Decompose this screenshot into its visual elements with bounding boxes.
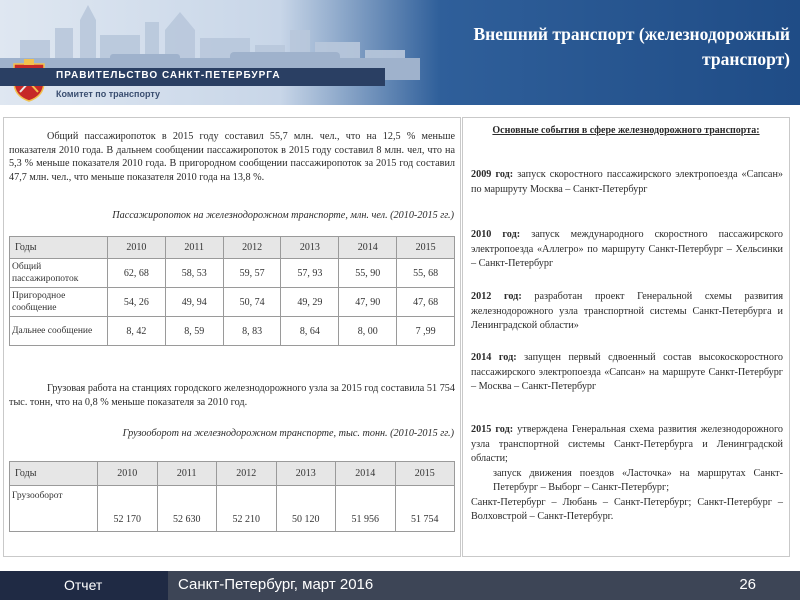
event-year: 2014 год: bbox=[471, 352, 517, 363]
event-year: 2012 год: bbox=[471, 291, 522, 302]
event-text: запущен первый сдвоенный состав высокоскоростного пассажирского электропоезда «Сапсан» на маршруте Санкт-Петербург – Москва – Санкт-Петербург bbox=[471, 352, 783, 392]
table-row bbox=[10, 486, 455, 532]
event-year: 2009 год: bbox=[471, 169, 514, 180]
committee-name: Комитет по транспорту bbox=[56, 89, 161, 99]
column-header: 2013 bbox=[281, 237, 339, 259]
table-cell: 55, 68 bbox=[397, 259, 455, 288]
table-cell: 52 630 bbox=[157, 486, 217, 532]
table-header-row bbox=[10, 237, 455, 259]
event-year: 2010 год: bbox=[471, 229, 521, 240]
table-cell: 62, 68 bbox=[108, 259, 166, 288]
event-item bbox=[471, 351, 783, 395]
column-header: 2012 bbox=[223, 237, 281, 259]
column-header: 2010 bbox=[108, 237, 166, 259]
table-cell: 8, 42 bbox=[108, 317, 166, 346]
government-name: ПРАВИТЕЛЬСТВО САНКТ-ПЕТЕРБУРГА bbox=[56, 70, 281, 81]
table-cell: 8, 00 bbox=[339, 317, 397, 346]
row-label: Дальнее сообщение bbox=[10, 317, 108, 346]
column-header: 2012 bbox=[217, 462, 277, 486]
row-label: Пригородное сообщение bbox=[10, 288, 108, 317]
table-cell: 49, 94 bbox=[165, 288, 223, 317]
table-cell: 54, 26 bbox=[108, 288, 166, 317]
row-label: Грузооборот bbox=[10, 486, 98, 532]
right-panel bbox=[462, 117, 790, 557]
table-cell: 8, 83 bbox=[223, 317, 281, 346]
header-banner bbox=[0, 0, 800, 105]
table-cell: 58, 53 bbox=[165, 259, 223, 288]
table-cell: 47, 68 bbox=[397, 288, 455, 317]
table-cell: 7 ,99 bbox=[397, 317, 455, 346]
footer-bar bbox=[0, 571, 800, 600]
table-cell: 59, 57 bbox=[223, 259, 281, 288]
row-label: Общий пассажиропоток bbox=[10, 259, 108, 288]
table-cell: 52 170 bbox=[98, 486, 158, 532]
table-row bbox=[10, 288, 455, 317]
event-text: разработан проект Генеральной схемы развития железнодорожного узла транспортной системы Санкт-Петербурга и Ленинградской области» bbox=[471, 291, 783, 331]
page-number: 26 bbox=[739, 576, 756, 593]
table-cell: 8, 59 bbox=[165, 317, 223, 346]
event-item bbox=[471, 423, 783, 525]
left-panel bbox=[3, 117, 461, 557]
government-bar bbox=[0, 68, 385, 86]
table-cell: 8, 64 bbox=[281, 317, 339, 346]
column-header: 2015 bbox=[397, 237, 455, 259]
table-cell: 51 956 bbox=[336, 486, 396, 532]
table-cell: 47, 90 bbox=[339, 288, 397, 317]
footer-place-date: Санкт-Петербург, март 2016 bbox=[178, 576, 374, 593]
lastochka-routes-text: Санкт-Петербург – Любань – Санкт-Петербург; Санкт-Петербург – Волховстрой – Санкт-Петербург. bbox=[471, 496, 783, 522]
lastochka-launch-text: запуск движения поездов «Ласточка» на маршрутах Санкт-Петербург – Выборг – Санкт-Петербург; bbox=[493, 467, 783, 493]
passenger-intro-text: Общий пассажиропоток в 2015 году составил 55,7 млн. чел., что на 12,5 % меньше показателя 2010 года. В дальнем сообщении пассажиропоток в 2015 году составил 8 млн. чел, что на 5,3 % меньше показателя 2010 года. В пригородном сообщении пассажиропоток за 2015 год составил 47,7 млн. чел., что меньше показателя 2010 года на 13,8 %. bbox=[9, 131, 455, 183]
table-cell: 50, 74 bbox=[223, 288, 281, 317]
table-cell: 55, 90 bbox=[339, 259, 397, 288]
slide-title: Внешний транспорт (железнодорожный транспорт) bbox=[473, 24, 790, 69]
table-cell: 57, 93 bbox=[281, 259, 339, 288]
event-item bbox=[471, 228, 783, 272]
table-cell: 51 754 bbox=[395, 486, 455, 532]
column-header: 2010 bbox=[98, 462, 158, 486]
event-text: запуск международного скоростного пассажирского электропоезда «Аллегро» по маршруту Санкт-Петербург – Хельсинки – Санкт-Петербург bbox=[471, 229, 783, 269]
passenger-table-caption: Пассажиропоток на железнодорожном транспорте, млн. чел. (2010-2015 гг.) bbox=[112, 210, 454, 221]
column-header: 2014 bbox=[336, 462, 396, 486]
cargo-table-caption: Грузооборот на железнодорожном транспорте, тыс. тонн. (2010-2015 гг.) bbox=[122, 428, 454, 439]
table-cell: 49, 29 bbox=[281, 288, 339, 317]
cargo-intro-text: Грузовая работа на станциях городского железнодорожного узла за 2015 год составила 51 754 тыс. тонн, что на 0,8 % меньше показателя за 2010 год. bbox=[9, 383, 455, 408]
event-text: утверждена Генеральная схема развития железнодорожного узла транспортной системы Санкт-Петербурга и Ленинградской области; bbox=[471, 424, 783, 464]
table-row bbox=[10, 259, 455, 288]
table-cell: 52 210 bbox=[217, 486, 277, 532]
cargo-table bbox=[9, 461, 455, 532]
event-text: запуск скоростного пассажирского электропоезда «Сапсан» по маршруту Москва – Санкт-Петербург bbox=[471, 169, 783, 195]
table-header-row bbox=[10, 462, 455, 486]
column-header: 2013 bbox=[276, 462, 336, 486]
passenger-table bbox=[9, 236, 455, 346]
event-item bbox=[471, 168, 783, 197]
column-header: 2011 bbox=[165, 237, 223, 259]
column-header: Годы bbox=[10, 462, 98, 486]
footer-label-block bbox=[0, 571, 168, 600]
column-header: 2011 bbox=[157, 462, 217, 486]
event-item bbox=[471, 290, 783, 334]
column-header: 2014 bbox=[339, 237, 397, 259]
column-header: Годы bbox=[10, 237, 108, 259]
table-cell: 50 120 bbox=[276, 486, 336, 532]
events-heading: Основные события в сфере железнодорожного транспорта: bbox=[492, 125, 760, 136]
table-row bbox=[10, 317, 455, 346]
footer-report-label: Отчет bbox=[64, 577, 103, 593]
event-year: 2015 год: bbox=[471, 424, 514, 435]
column-header: 2015 bbox=[395, 462, 455, 486]
